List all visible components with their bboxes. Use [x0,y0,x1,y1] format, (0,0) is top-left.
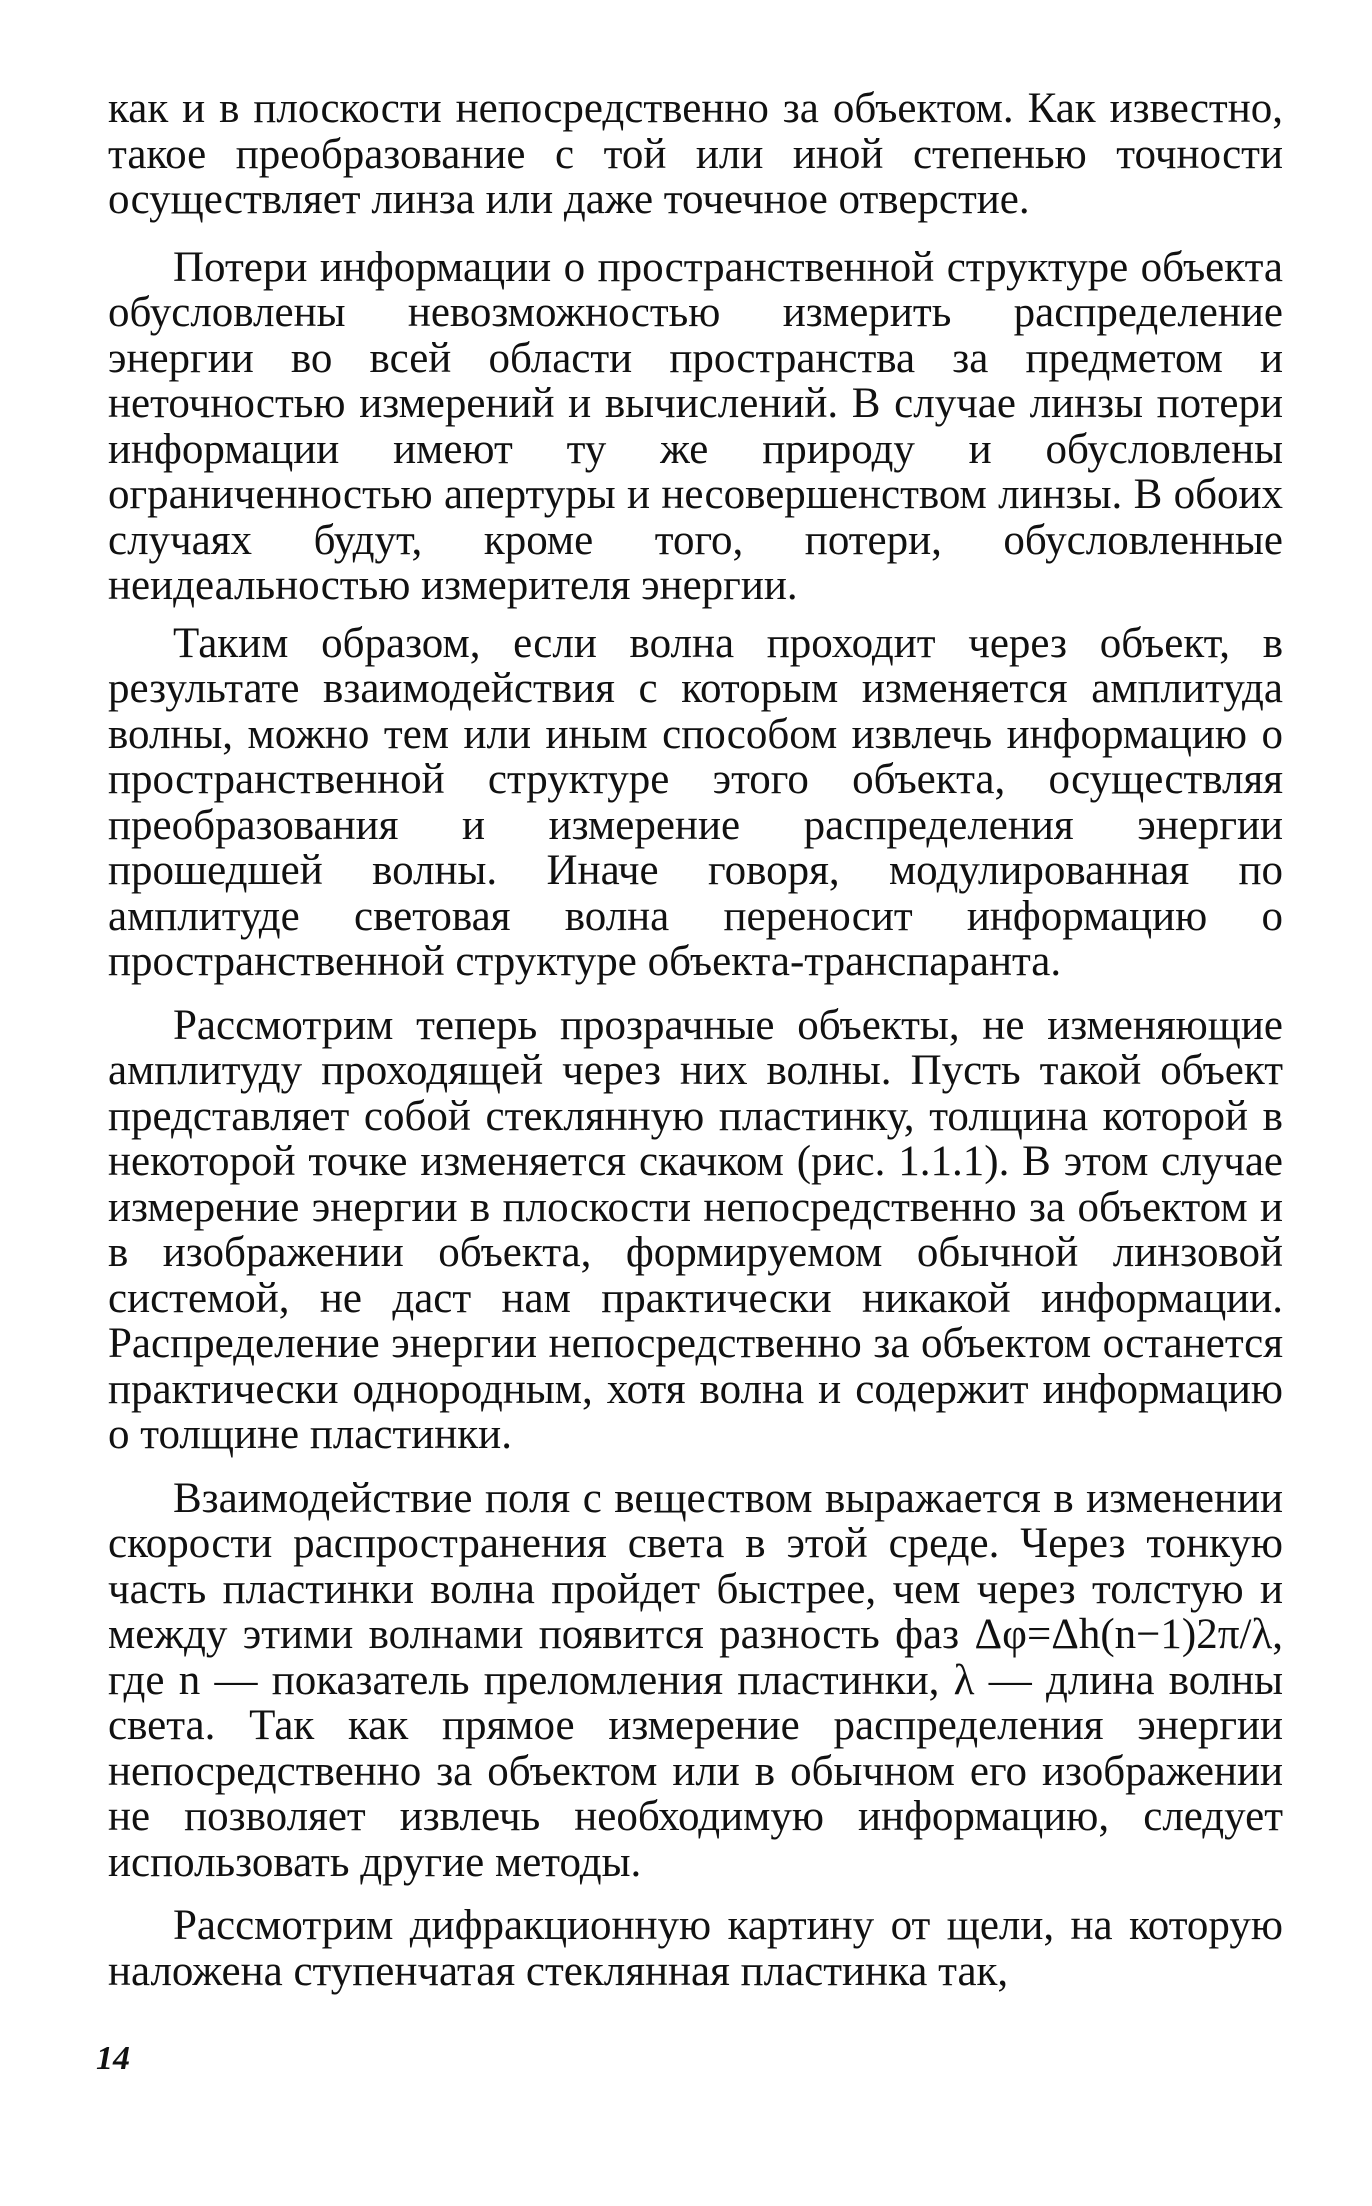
paragraph-2: Потери информации о пространственной структуре объекта обусловлены невозможностью измерить распределение энергии во всей области пространства за предметом и неточностью измерений и вычислений. В случае линзы потери информации имеют ту же природу и обусловлены ограниченностью апертуры и несовершенством линзы. В обоих случаях будут, кроме того, потери, обусловленные неидеальностью измерителя энергии. [108,243,1283,609]
book-page-text [108,86,1283,1994]
paragraph-4: Рассмотрим теперь прозрачные объекты, не изменяющие амплитуду проходящей через них волны. Пусть такой объект представляет собой стеклянную пластинку, толщина которой в некоторой точке изменяется скачком (рис. 1.1.1). В этом случае измерение энергии в плоскости непосредственно за объектом и в изображении объекта, формируемом обычной линзовой системой, не даст нам практически никакой информации. Распределение энергии непосредственно за объектом останется практически однородным, хотя волна и содержит информацию о толщине пластинки. [108,1001,1283,1458]
paragraph-5: Взаимодействие поля с веществом выражается в изменении скорости распространения света в этой среде. Через тонкую часть пластинки волна пройдет быстрее, чем через толстую и между этими волнами появится разность фаз Δφ=Δh(n−1)2π/λ, где n — показатель преломления пластинки, λ — длина волны света. Так как прямое измерение распределения энергии непосредственно за объектом или в обычном его изображении не позволяет извлечь необходимую информацию, следует использовать другие методы. [108,1474,1283,1886]
paragraph-1: как и в плоскости непосредственно за объектом. Как известно, такое преобразование с той или иной степенью точности осуществляет линза или даже точечное отверстие. [108,85,1283,223]
paragraph-6: Рассмотрим дифракционную картину от щели, на которую наложена ступенчатая стеклянная пластинка так, [108,1902,1283,1995]
paragraph-3: Таким образом, если волна проходит через объект, в результате взаимодействия с которым изменяется амплитуда волны, можно тем или иным способом извлечь информацию о пространственной структуре этого объекта, осуществляя преобразования и измерение распределения энергии прошедшей волны. Иначе говоря, модулированная по амплитуде световая волна переносит информацию о пространственной структуре объекта-транспаранта. [108,619,1283,985]
page-number: 14 [96,2040,130,2077]
